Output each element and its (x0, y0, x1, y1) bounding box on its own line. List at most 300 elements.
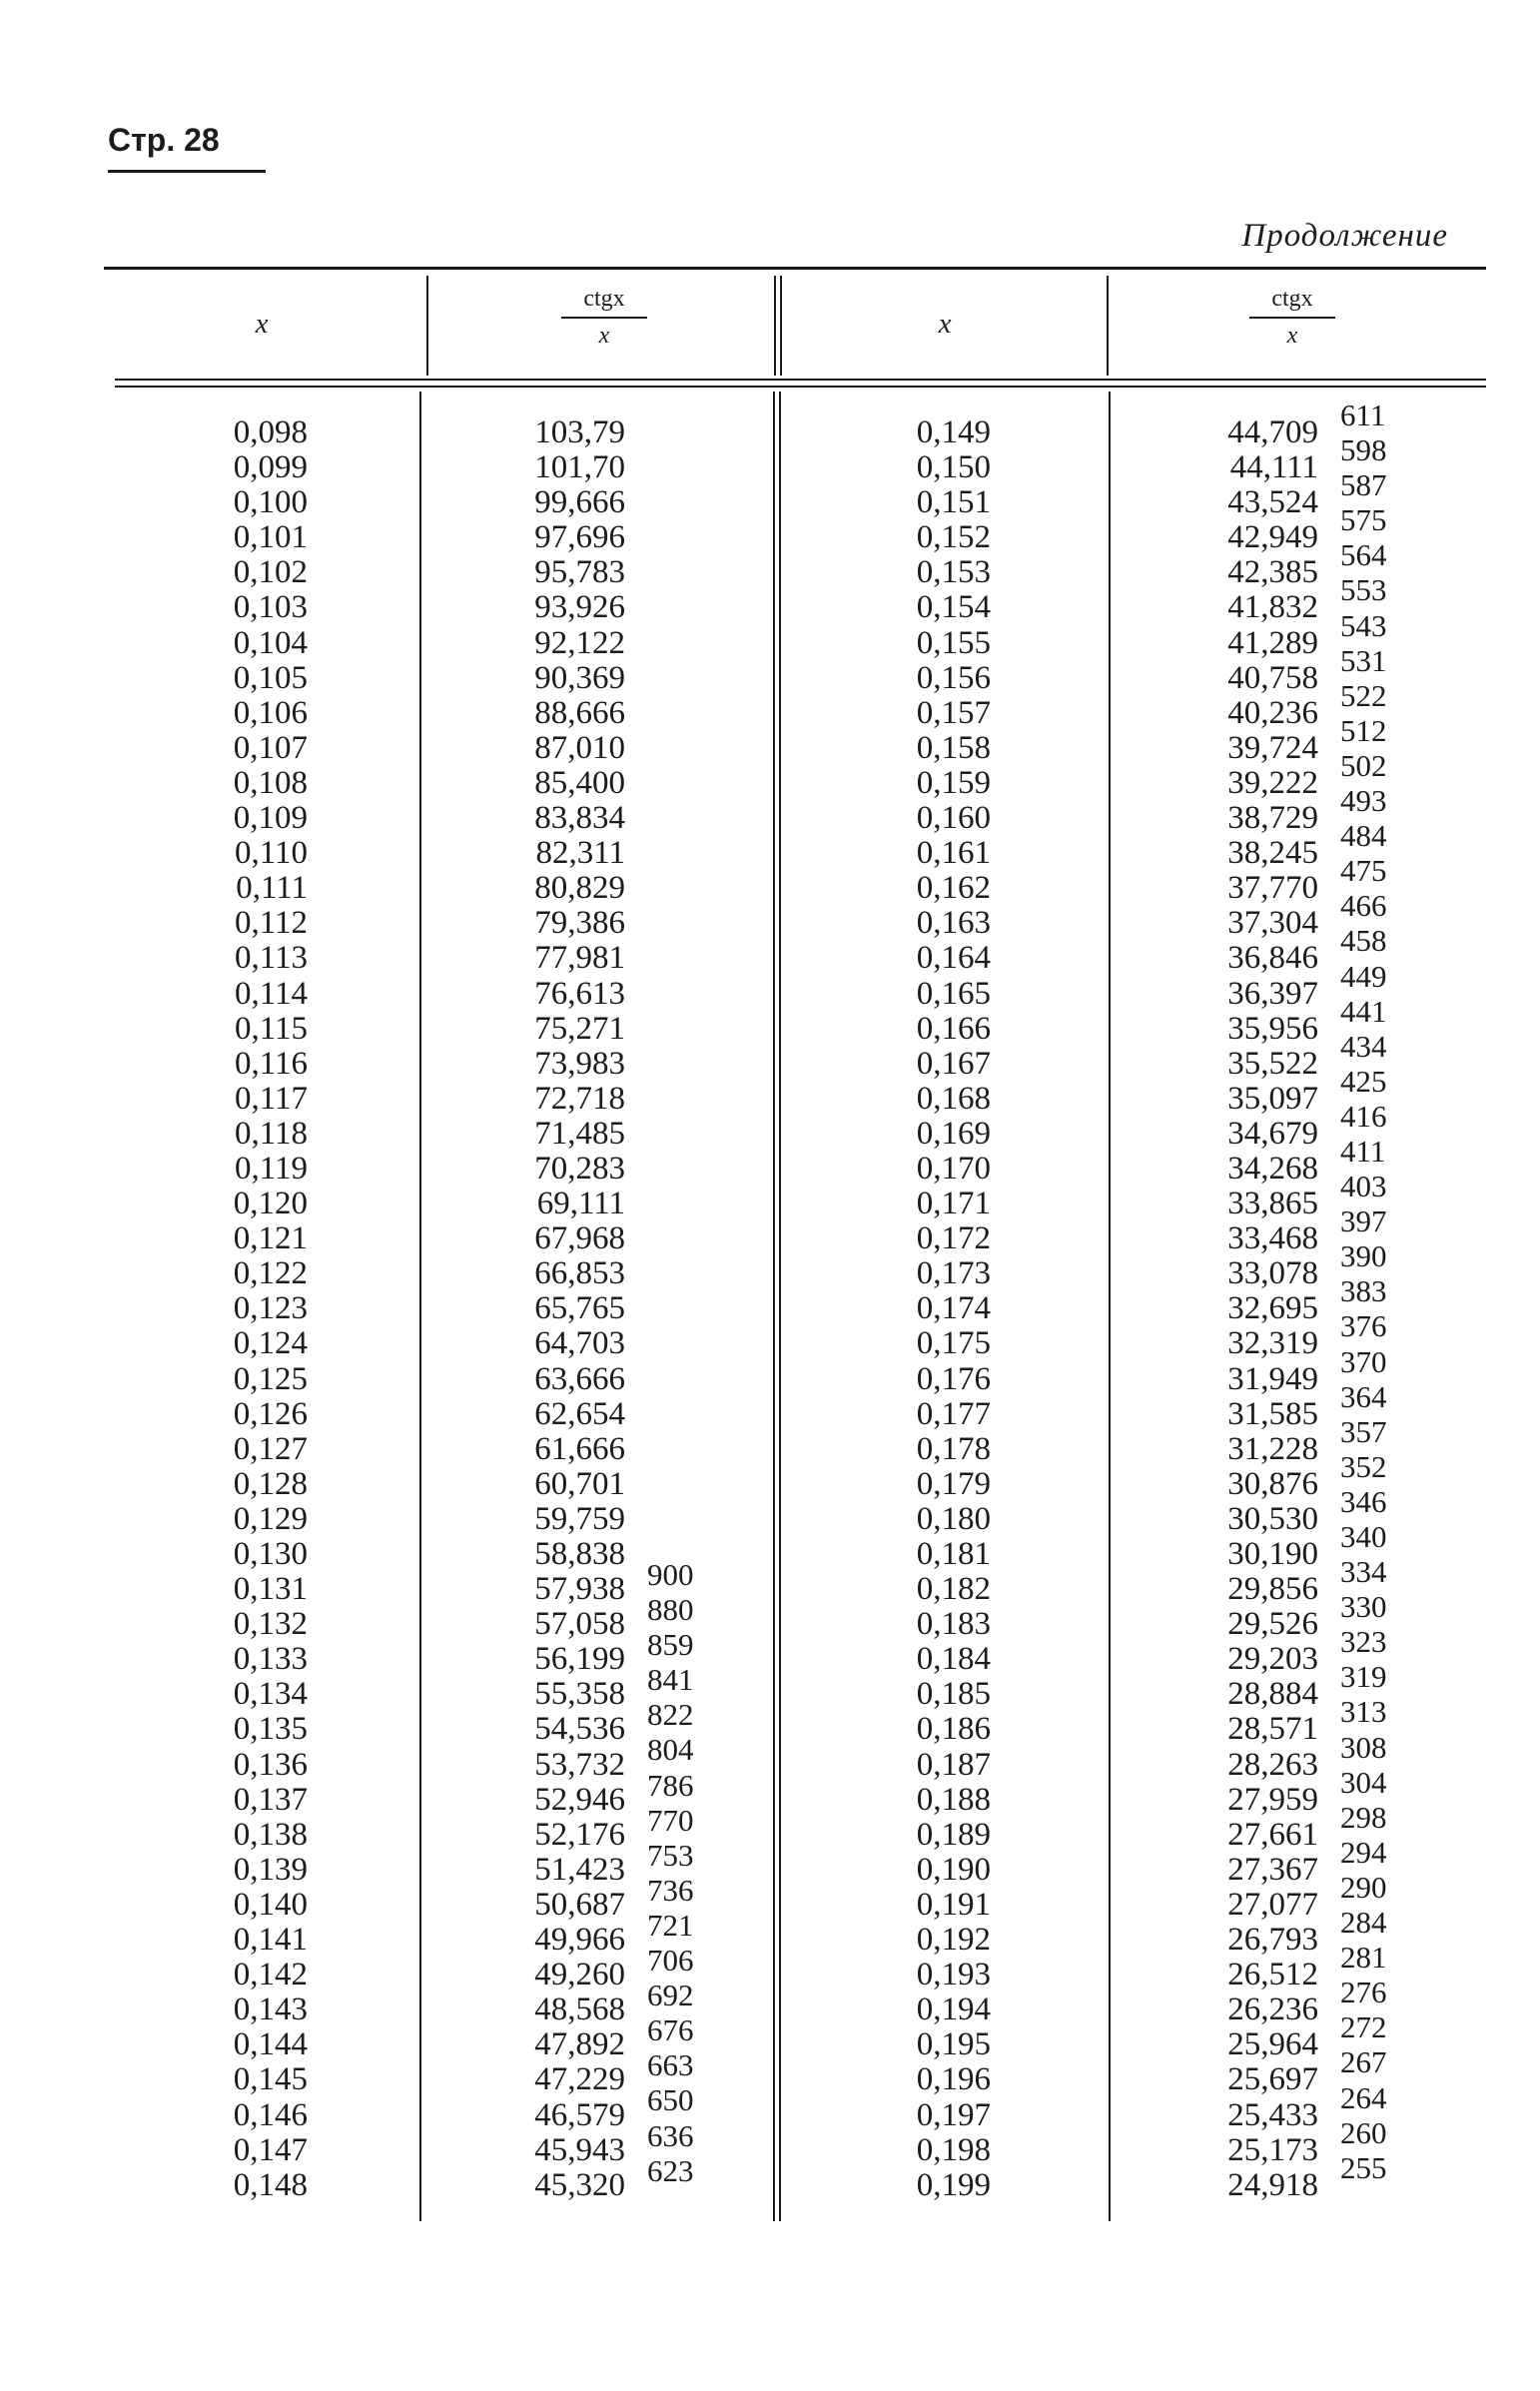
column-left-ctgx-over-x (481, 415, 625, 2203)
table-cell-value: 40,758 (1227, 659, 1318, 696)
table-cell-x: 0,111 (236, 870, 308, 907)
table-cell-value: 76,613 (534, 975, 625, 1012)
table-cell-x: 0,153 (916, 554, 991, 591)
table-cell-difference: 260 (1340, 2114, 1387, 2150)
table-cell-difference: 370 (1340, 1343, 1387, 1379)
table-cell-difference: 770 (647, 1802, 694, 1838)
table-cell-x: 0,148 (233, 2166, 308, 2203)
table-cell-x: 0,128 (233, 1465, 308, 1502)
table-cell-value: 72,718 (534, 1080, 625, 1117)
table-cell-value: 27,661 (1227, 1816, 1318, 1853)
table-cell-x: 0,167 (916, 1045, 991, 1082)
table-cell-difference: 900 (647, 1557, 694, 1592)
table-cell-x: 0,132 (233, 1606, 308, 1643)
table-cell-x: 0,151 (916, 484, 991, 521)
table-cell-value: 35,522 (1227, 1045, 1318, 1082)
table-cell-difference: 502 (1340, 747, 1387, 783)
table-cell-difference: 880 (647, 1592, 694, 1628)
table-cell-value: 36,397 (1227, 975, 1318, 1012)
table-cell-x: 0,191 (916, 1886, 991, 1923)
table-cell-difference: 522 (1340, 677, 1387, 713)
table-cell-value: 26,236 (1227, 1992, 1318, 2028)
table-cell-difference: 284 (1340, 1905, 1387, 1941)
table-cell-x: 0,100 (233, 484, 308, 521)
table-cell-value: 30,876 (1227, 1465, 1318, 1502)
table-cell-difference: 352 (1340, 1448, 1387, 1484)
table-cell-x: 0,101 (233, 519, 308, 556)
column-divider-2b-header (780, 276, 782, 376)
table-cell-x: 0,131 (233, 1571, 308, 1608)
table-cell-value: 49,260 (534, 1957, 625, 1993)
table-cell-value: 70,283 (534, 1150, 625, 1187)
table-cell-value: 37,770 (1227, 870, 1318, 907)
table-cell-x: 0,169 (916, 1115, 991, 1152)
table-cell-x: 0,173 (916, 1255, 991, 1292)
table-cell-x: 0,103 (233, 589, 308, 626)
column-left-x (196, 415, 308, 2203)
header-x-left: x (255, 308, 269, 340)
table-cell-difference: 475 (1340, 853, 1387, 889)
table-cell-value: 58,838 (534, 1536, 625, 1572)
table-cell-value: 41,832 (1227, 589, 1318, 626)
table-cell-value: 64,703 (534, 1325, 625, 1362)
table-cell-difference: 753 (647, 1837, 694, 1873)
table-cell-value: 85,400 (534, 764, 625, 801)
table-cell-difference: 255 (1340, 2149, 1387, 2185)
table-cell-difference: 692 (647, 1978, 694, 2013)
table-cell-x: 0,115 (234, 1010, 308, 1047)
table-cell-x: 0,176 (916, 1360, 991, 1397)
column-divider-3-header (1107, 276, 1109, 376)
table-cell-x: 0,172 (916, 1220, 991, 1257)
table-cell-value: 50,687 (534, 1886, 625, 1923)
table-cell-value: 34,679 (1227, 1115, 1318, 1152)
table-cell-x: 0,136 (233, 1746, 308, 1783)
table-cell-difference: 636 (647, 2117, 694, 2153)
table-cell-difference: 484 (1340, 818, 1387, 854)
table-cell-difference: 587 (1340, 467, 1387, 503)
table-cell-x: 0,102 (233, 554, 308, 591)
table-cell-value: 103,79 (534, 414, 625, 450)
table-cell-value: 26,512 (1227, 1957, 1318, 1993)
table-cell-value: 87,010 (534, 729, 625, 766)
table-cell-x: 0,144 (233, 2026, 308, 2063)
table-cell-x: 0,110 (234, 835, 308, 872)
table-cell-value: 82,311 (535, 835, 625, 872)
table-cell-x: 0,138 (233, 1816, 308, 1853)
table-cell-x: 0,116 (234, 1045, 308, 1082)
table-cell-value: 42,949 (1227, 519, 1318, 556)
table-cell-value: 34,268 (1227, 1150, 1318, 1187)
table-cell-value: 93,926 (534, 589, 625, 626)
table-cell-value: 25,433 (1227, 2096, 1318, 2133)
table-cell-value: 99,666 (534, 484, 625, 521)
table-cell-value: 65,765 (534, 1290, 625, 1327)
header-ctgx-over-x-right (1222, 286, 1362, 350)
table-cell-value: 35,097 (1227, 1080, 1318, 1117)
table-cell-x: 0,159 (916, 764, 991, 801)
table-cell-difference: 390 (1340, 1238, 1387, 1274)
table-cell-value: 25,964 (1227, 2026, 1318, 2063)
table-cell-value: 25,697 (1227, 2061, 1318, 2098)
table-cell-value: 61,666 (534, 1430, 625, 1467)
table-cell-x: 0,177 (916, 1395, 991, 1432)
table-cell-difference: 786 (647, 1767, 694, 1803)
table-cell-x: 0,098 (233, 414, 308, 450)
table-cell-difference: 267 (1340, 2044, 1387, 2080)
table-cell-x: 0,129 (233, 1500, 308, 1537)
table-cell-value: 28,884 (1227, 1676, 1318, 1713)
table-cell-value: 45,943 (534, 2131, 625, 2168)
table-cell-value: 73,983 (534, 1045, 625, 1082)
column-left-differences (647, 1557, 694, 2188)
table-cell-value: 30,530 (1227, 1500, 1318, 1537)
table-cell-value: 33,078 (1227, 1255, 1318, 1292)
table-cell-x: 0,112 (234, 905, 308, 942)
table-cell-value: 40,236 (1227, 694, 1318, 731)
table-cell-x: 0,130 (233, 1536, 308, 1572)
column-divider-3 (1109, 392, 1111, 2221)
table-cell-x: 0,125 (233, 1360, 308, 1397)
table-cell-x: 0,142 (233, 1957, 308, 1993)
table-cell-difference: 458 (1340, 923, 1387, 959)
table-cell-value: 52,946 (534, 1781, 625, 1818)
table-cell-value: 75,271 (534, 1010, 625, 1047)
table-cell-difference: 859 (647, 1627, 694, 1663)
table-cell-difference: 294 (1340, 1834, 1387, 1870)
table-cell-x: 0,140 (233, 1886, 308, 1923)
table-cell-difference: 357 (1340, 1413, 1387, 1449)
table-cell-x: 0,160 (916, 800, 991, 837)
page-number-underline (108, 170, 266, 173)
table-cell-x: 0,113 (234, 940, 308, 977)
table-cell-value: 55,358 (534, 1676, 625, 1713)
table-cell-x: 0,194 (916, 1992, 991, 2028)
table-cell-x: 0,165 (916, 975, 991, 1012)
table-cell-value: 31,585 (1227, 1395, 1318, 1432)
table-cell-difference: 276 (1340, 1975, 1387, 2010)
table-cell-value: 31,228 (1227, 1430, 1318, 1467)
table-cell-x: 0,146 (233, 2096, 308, 2133)
table-cell-difference: 334 (1340, 1554, 1387, 1590)
table-cell-x: 0,182 (916, 1571, 991, 1608)
table-cell-x: 0,135 (233, 1711, 308, 1748)
table-cell-x: 0,199 (916, 2166, 991, 2203)
table-cell-value: 32,319 (1227, 1325, 1318, 1362)
table-cell-x: 0,121 (233, 1220, 308, 1257)
table-cell-x: 0,164 (916, 940, 991, 977)
table-cell-x: 0,168 (916, 1080, 991, 1117)
table-cell-x: 0,198 (916, 2131, 991, 2168)
table-cell-value: 37,304 (1227, 905, 1318, 942)
table-cell-value: 31,949 (1227, 1360, 1318, 1397)
table-cell-x: 0,174 (916, 1290, 991, 1327)
table-cell-value: 97,696 (534, 519, 625, 556)
table-cell-value: 95,783 (534, 554, 625, 591)
table-cell-value: 63,666 (534, 1360, 625, 1397)
table-cell-x: 0,118 (234, 1115, 308, 1152)
table-cell-difference: 397 (1340, 1203, 1387, 1239)
column-right-ctgx-over-x (1172, 415, 1318, 2203)
table-cell-x: 0,193 (916, 1957, 991, 1993)
table-cell-value: 52,176 (534, 1816, 625, 1853)
table-cell-value: 80,829 (534, 870, 625, 907)
table-cell-difference: 623 (647, 2152, 694, 2188)
table-cell-x: 0,119 (234, 1150, 308, 1187)
table-cell-difference: 804 (647, 1732, 694, 1768)
table-cell-difference: 425 (1340, 1063, 1387, 1099)
table-cell-x: 0,155 (916, 624, 991, 661)
table-cell-x: 0,189 (916, 1816, 991, 1853)
table-cell-difference: 298 (1340, 1799, 1387, 1835)
table-cell-x: 0,108 (233, 764, 308, 801)
table-cell-value: 38,245 (1227, 835, 1318, 872)
table-cell-x: 0,149 (916, 414, 991, 450)
table-cell-value: 60,701 (534, 1465, 625, 1502)
table-cell-value: 33,865 (1227, 1186, 1318, 1222)
table-cell-value: 39,724 (1227, 729, 1318, 766)
table-cell-x: 0,139 (233, 1851, 308, 1888)
table-cell-x: 0,154 (916, 589, 991, 626)
table-cell-difference: 466 (1340, 888, 1387, 924)
table-cell-x: 0,192 (916, 1922, 991, 1959)
table-cell-value: 56,199 (534, 1641, 625, 1678)
table-cell-x: 0,184 (916, 1641, 991, 1678)
table-cell-difference: 822 (647, 1697, 694, 1733)
table-cell-x: 0,122 (233, 1255, 308, 1292)
table-cell-value: 69,111 (536, 1186, 625, 1222)
table-cell-x: 0,187 (916, 1746, 991, 1783)
table-cell-value: 71,485 (534, 1115, 625, 1152)
table-cell-value: 26,793 (1227, 1922, 1318, 1959)
table-cell-value: 90,369 (534, 659, 625, 696)
table-cell-difference: 313 (1340, 1694, 1387, 1730)
table-cell-value: 46,579 (534, 2096, 625, 2133)
table-cell-value: 62,654 (534, 1395, 625, 1432)
table-cell-difference: 346 (1340, 1483, 1387, 1519)
table-cell-difference: 411 (1340, 1133, 1386, 1169)
header-double-rule-top (115, 379, 1486, 381)
table-cell-x: 0,185 (916, 1676, 991, 1713)
table-cell-x: 0,183 (916, 1606, 991, 1643)
table-cell-x: 0,156 (916, 659, 991, 696)
table-cell-x: 0,166 (916, 1010, 991, 1047)
table-cell-x: 0,114 (234, 975, 308, 1012)
table-cell-difference: 553 (1340, 572, 1387, 608)
table-cell-difference: 736 (647, 1872, 694, 1908)
table-cell-difference: 364 (1340, 1378, 1387, 1414)
table-cell-x: 0,134 (233, 1676, 308, 1713)
table-cell-value: 57,058 (534, 1606, 625, 1643)
table-cell-x: 0,178 (916, 1430, 991, 1467)
table-cell-x: 0,181 (916, 1536, 991, 1572)
table-cell-x: 0,117 (234, 1080, 308, 1117)
table-cell-x: 0,179 (916, 1465, 991, 1502)
table-cell-difference: 272 (1340, 2009, 1387, 2045)
table-cell-value: 30,190 (1227, 1536, 1318, 1572)
table-cell-x: 0,105 (233, 659, 308, 696)
table-cell-difference: 376 (1340, 1308, 1387, 1344)
table-cell-x: 0,190 (916, 1851, 991, 1888)
fraction-numerator: ctgx (1271, 286, 1313, 312)
table-cell-value: 44,709 (1227, 414, 1318, 450)
table-cell-x: 0,150 (916, 449, 991, 486)
table-cell-value: 32,695 (1227, 1290, 1318, 1327)
table-cell-difference: 706 (647, 1943, 694, 1979)
table-cell-difference: 512 (1340, 712, 1387, 748)
table-cell-difference: 531 (1340, 642, 1387, 678)
column-right-differences (1340, 398, 1387, 2185)
table-cell-x: 0,180 (916, 1500, 991, 1537)
table-cell-difference: 493 (1340, 783, 1387, 819)
table-cell-x: 0,137 (233, 1781, 308, 1818)
table-cell-value: 43,524 (1227, 484, 1318, 521)
table-cell-difference: 304 (1340, 1764, 1387, 1800)
table-cell-x: 0,163 (916, 905, 991, 942)
table-cell-x: 0,161 (916, 835, 991, 872)
table-cell-value: 79,386 (534, 905, 625, 942)
table-cell-value: 83,834 (534, 800, 625, 837)
fraction-denominator: x (1286, 323, 1298, 349)
table-cell-difference: 416 (1340, 1098, 1387, 1134)
table-cell-difference: 650 (647, 2082, 694, 2118)
table-cell-difference: 264 (1340, 2079, 1387, 2115)
table-cell-x: 0,197 (916, 2096, 991, 2133)
header-double-rule-bottom (115, 386, 1486, 388)
table-cell-x: 0,162 (916, 870, 991, 907)
table-cell-difference: 449 (1340, 958, 1387, 994)
fraction-denominator: x (598, 323, 610, 349)
column-divider-2b (779, 392, 781, 2221)
table-cell-value: 41,289 (1227, 624, 1318, 661)
table-cell-value: 28,571 (1227, 1711, 1318, 1748)
table-cell-difference: 434 (1340, 1028, 1387, 1064)
table-cell-difference: 323 (1340, 1624, 1387, 1660)
table-cell-difference: 403 (1340, 1169, 1387, 1204)
table-cell-x: 0,104 (233, 624, 308, 661)
column-divider-1-header (426, 276, 428, 376)
table-cell-x: 0,145 (233, 2061, 308, 2098)
header-x-right: x (938, 308, 952, 340)
table-cell-x: 0,196 (916, 2061, 991, 2098)
table-cell-value: 36,846 (1227, 940, 1318, 977)
table-cell-x: 0,171 (916, 1186, 991, 1222)
table-cell-value: 47,892 (534, 2026, 625, 2063)
table-cell-difference: 564 (1340, 537, 1387, 573)
table-cell-value: 88,666 (534, 694, 625, 731)
header-ctgx-over-x-left (534, 286, 674, 350)
table-cell-value: 54,536 (534, 1711, 625, 1748)
table-cell-value: 48,568 (534, 1992, 625, 2028)
table-cell-difference: 663 (647, 2047, 694, 2083)
table-cell-value: 38,729 (1227, 800, 1318, 837)
page-number: Стр. 28 (108, 122, 220, 158)
table-cell-difference: 598 (1340, 432, 1387, 468)
column-right-x (879, 415, 991, 2203)
table-top-rule (104, 267, 1486, 270)
table-cell-value: 25,173 (1227, 2131, 1318, 2168)
continuation-label: Продолжение (1241, 218, 1448, 254)
fraction-numerator: ctgx (583, 286, 625, 312)
table-cell-x: 0,175 (916, 1325, 991, 1362)
table-cell-value: 27,077 (1227, 1886, 1318, 1923)
table-cell-x: 0,126 (233, 1395, 308, 1432)
table-cell-value: 66,853 (534, 1255, 625, 1292)
table-cell-difference: 841 (647, 1662, 694, 1698)
table-cell-difference: 319 (1340, 1659, 1387, 1695)
table-cell-value: 44,111 (1229, 449, 1318, 486)
table-cell-value: 39,222 (1227, 764, 1318, 801)
table-cell-x: 0,120 (233, 1186, 308, 1222)
table-cell-value: 42,385 (1227, 554, 1318, 591)
table-cell-difference: 340 (1340, 1519, 1387, 1554)
table-cell-difference: 308 (1340, 1729, 1387, 1765)
table-cell-difference: 721 (647, 1907, 694, 1943)
table-cell-difference: 575 (1340, 502, 1387, 538)
table-cell-value: 57,938 (534, 1571, 625, 1608)
table-cell-difference: 676 (647, 2012, 694, 2048)
table-cell-x: 0,099 (233, 449, 308, 486)
table-cell-value: 28,263 (1227, 1746, 1318, 1783)
column-divider-2a-header (774, 276, 776, 376)
table-cell-x: 0,152 (916, 519, 991, 556)
table-cell-x: 0,195 (916, 2026, 991, 2063)
table-cell-difference: 290 (1340, 1869, 1387, 1905)
table-cell-x: 0,133 (233, 1641, 308, 1678)
table-cell-difference: 330 (1340, 1589, 1387, 1625)
table-cell-x: 0,147 (233, 2131, 308, 2168)
table-cell-x: 0,109 (233, 800, 308, 837)
table-cell-x: 0,158 (916, 729, 991, 766)
table-cell-x: 0,186 (916, 1711, 991, 1748)
table-cell-x: 0,157 (916, 694, 991, 731)
table-cell-value: 27,959 (1227, 1781, 1318, 1818)
table-cell-value: 29,203 (1227, 1641, 1318, 1678)
table-cell-value: 35,956 (1227, 1010, 1318, 1047)
table-cell-value: 51,423 (534, 1851, 625, 1888)
table-cell-value: 45,320 (534, 2166, 625, 2203)
table-cell-value: 29,856 (1227, 1571, 1318, 1608)
table-cell-value: 33,468 (1227, 1220, 1318, 1257)
table-cell-value: 59,759 (534, 1500, 625, 1537)
column-divider-2a (773, 392, 775, 2221)
table-cell-x: 0,188 (916, 1781, 991, 1818)
table-cell-x: 0,170 (916, 1150, 991, 1187)
column-divider-1 (419, 392, 421, 2221)
table-cell-x: 0,124 (233, 1325, 308, 1362)
table-cell-x: 0,141 (233, 1922, 308, 1959)
table-cell-value: 101,70 (534, 449, 625, 486)
table-cell-x: 0,123 (233, 1290, 308, 1327)
table-cell-x: 0,143 (233, 1992, 308, 2028)
table-cell-difference: 543 (1340, 607, 1387, 643)
table-cell-value: 27,367 (1227, 1851, 1318, 1888)
table-cell-value: 24,918 (1227, 2166, 1318, 2203)
table-cell-value: 49,966 (534, 1922, 625, 1959)
table-cell-difference: 441 (1340, 993, 1387, 1029)
table-cell-difference: 383 (1340, 1273, 1387, 1309)
table-cell-value: 53,732 (534, 1746, 625, 1783)
table-cell-x: 0,106 (233, 694, 308, 731)
table-cell-value: 92,122 (534, 624, 625, 661)
table-cell-x: 0,127 (233, 1430, 308, 1467)
table-cell-x: 0,107 (233, 729, 308, 766)
table-cell-value: 67,968 (534, 1220, 625, 1257)
table-cell-difference: 611 (1340, 398, 1386, 432)
table-cell-difference: 281 (1340, 1940, 1387, 1976)
table-cell-value: 77,981 (534, 940, 625, 977)
table-cell-value: 47,229 (534, 2061, 625, 2098)
